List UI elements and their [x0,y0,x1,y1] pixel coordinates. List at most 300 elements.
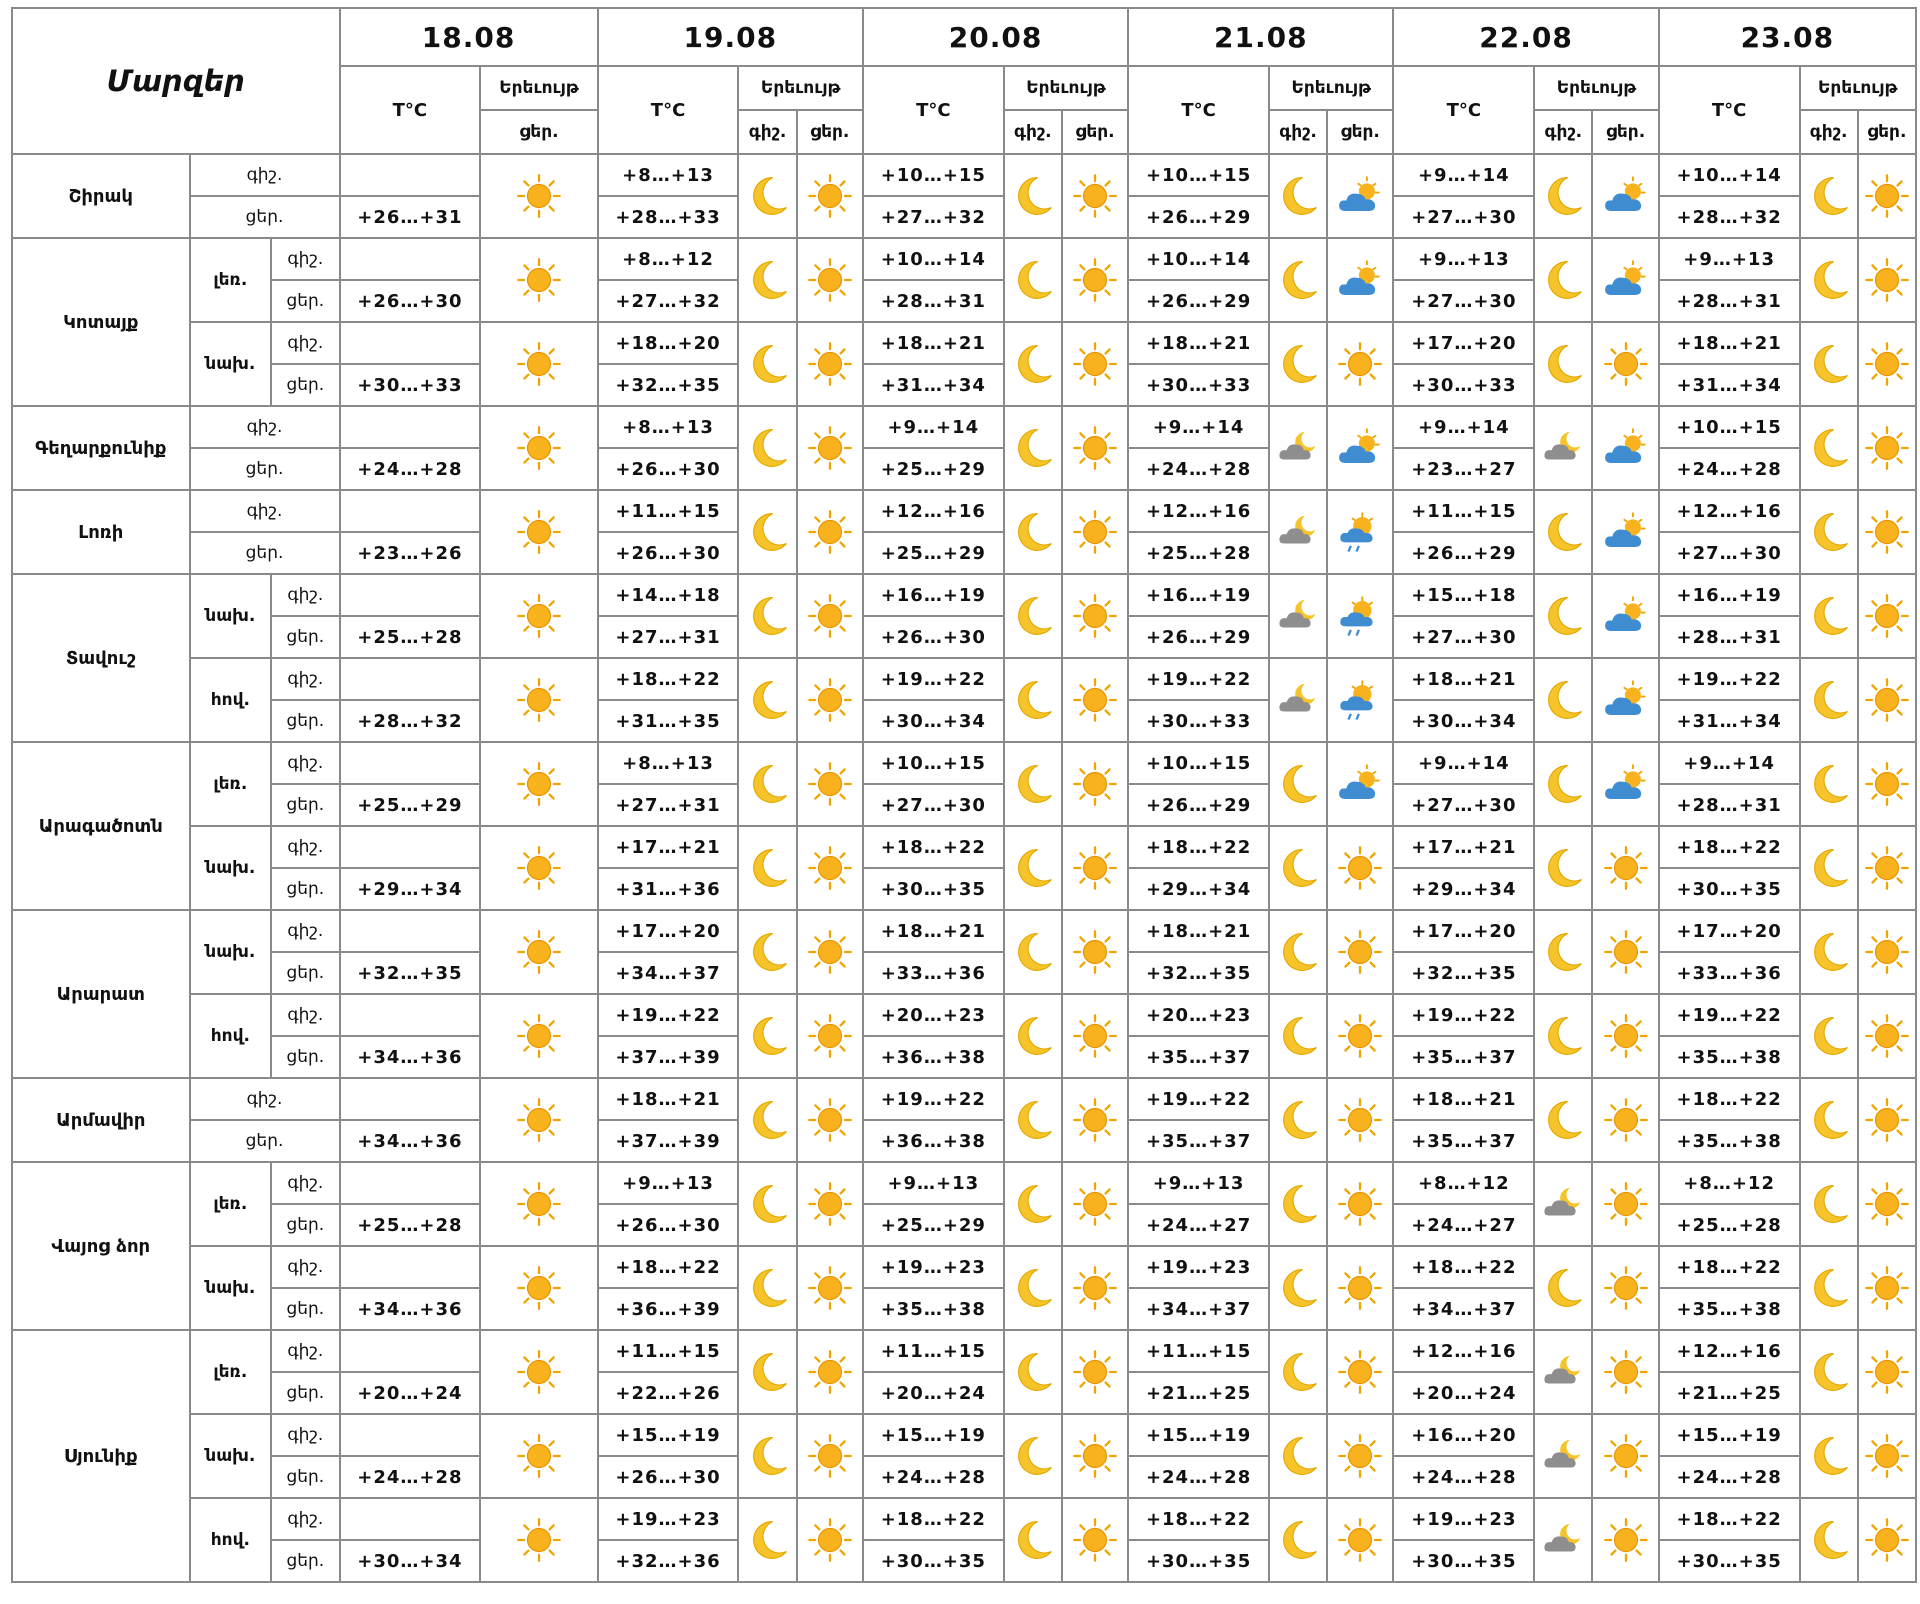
weather-icon-cell [1004,1162,1062,1246]
weather-icon-cell [1592,1162,1658,1246]
temperature-value: +20…+24 [1393,1372,1534,1414]
temperature-value: +20…+23 [863,994,1004,1036]
weather-icon-cell [1004,1414,1062,1498]
temperature-value: +19…+23 [598,1498,739,1540]
temperature-value: +9…+14 [1393,154,1534,196]
temperature-value: +19…+22 [863,658,1004,700]
temperature-value [340,238,481,280]
moon-icon [745,509,791,555]
moon-icon [1010,1181,1056,1227]
night-label: գիշ. [271,994,339,1036]
moon-icon [1540,341,1586,387]
temperature-value: +9…+13 [1128,1162,1269,1204]
weather-icon-cell [1592,826,1658,910]
region-name: Վայոց ձոր [12,1162,190,1330]
weather-icon-cell [1269,1330,1327,1414]
subregion-name: նախ. [190,1246,272,1330]
sun-cloud-icon [1603,677,1649,723]
temperature-value: +18…+22 [1659,1078,1800,1120]
temperature-value: +18…+21 [1128,322,1269,364]
moon-icon [745,1013,791,1059]
weather-icon-cell [1800,994,1858,1078]
weather-icon-cell [1534,406,1592,490]
temperature-value: +30…+33 [1128,700,1269,742]
night-row [12,742,1916,784]
weather-icon-cell [1858,910,1916,994]
temperature-value: +25…+28 [340,616,481,658]
temperature-value: +27…+32 [598,280,739,322]
temperature-value: +21…+25 [1659,1372,1800,1414]
weather-icon-cell [1062,1162,1128,1246]
weather-icon-cell [1858,238,1916,322]
table-header [12,8,1916,154]
temperature-value: +25…+28 [340,1204,481,1246]
weather-icon-cell [480,154,597,238]
weather-icon-cell [1327,826,1393,910]
moon-icon [1010,173,1056,219]
temperature-value: +18…+22 [1128,1498,1269,1540]
sun-icon [1864,425,1910,471]
night-label: գիշ. [190,1078,340,1120]
day-label: ցեր. [271,700,339,742]
temp-header: T°C [598,66,739,154]
region-name: Արագածոտն [12,742,190,910]
temperature-value: +16…+19 [1128,574,1269,616]
moon-icon [1275,257,1321,303]
weather-icon-cell [1327,1330,1393,1414]
temperature-value: +35…+38 [1659,1288,1800,1330]
moon-icon [1806,1181,1852,1227]
temperature-value: +24…+28 [1659,448,1800,490]
temperature-value: +28…+31 [1659,616,1800,658]
weather-icon-cell [1800,1078,1858,1162]
day-header: ցեր. [797,110,863,154]
temperature-value: +34…+36 [340,1288,481,1330]
temperature-value: +23…+26 [340,532,481,574]
temperature-value: +36…+38 [863,1036,1004,1078]
moon-icon [1010,257,1056,303]
weather-icon-cell [1858,994,1916,1078]
temperature-value: +30…+35 [1659,1540,1800,1582]
day-label: ցեր. [271,364,339,406]
weather-icon-cell [1800,910,1858,994]
moon-icon [1010,1097,1056,1143]
moon-cloud-icon [1540,1517,1586,1563]
temperature-value: +18…+21 [1393,658,1534,700]
sun-icon [516,509,562,555]
weather-icon-cell [1004,322,1062,406]
moon-icon [1806,425,1852,471]
temperature-value: +33…+36 [1659,952,1800,994]
sun-icon [1603,341,1649,387]
temperature-value: +34…+37 [1128,1288,1269,1330]
weather-icon-cell [1327,994,1393,1078]
night-label: գիշ. [271,826,339,868]
sun-cloud-rain-icon [1337,677,1383,723]
temperature-value: +35…+37 [1393,1036,1534,1078]
temperature-value: +27…+31 [598,784,739,826]
temp-header: T°C [1659,66,1800,154]
weather-icon-cell [1327,1498,1393,1582]
weather-icon-cell [1004,1246,1062,1330]
night-header: գիշ. [1534,110,1592,154]
moon-icon [1010,1013,1056,1059]
temperature-value: +19…+22 [1128,658,1269,700]
sun-icon [1072,1517,1118,1563]
moon-icon [745,593,791,639]
weather-icon-cell [1800,322,1858,406]
sun-icon [516,677,562,723]
temperature-value: +32…+35 [1128,952,1269,994]
temperature-value: +10…+14 [863,238,1004,280]
sun-icon [1337,1097,1383,1143]
temperature-value: +30…+35 [863,868,1004,910]
weather-icon-cell [1534,1498,1592,1582]
day-label: ցեր. [271,280,339,322]
temperature-value: +30…+35 [1659,868,1800,910]
day-header: ցեր. [1062,110,1128,154]
temperature-value: +19…+22 [1659,658,1800,700]
temperature-value [340,1162,481,1204]
sun-icon [1864,1181,1910,1227]
temperature-value: +15…+19 [1128,1414,1269,1456]
sun-cloud-icon [1337,425,1383,471]
weather-icon-cell [1004,742,1062,826]
weather-icon-cell [797,1246,863,1330]
night-row [12,154,1916,196]
weather-icon-cell [480,1246,597,1330]
temperature-value: +30…+33 [1393,364,1534,406]
temperature-value [340,574,481,616]
weather-icon-cell [1858,406,1916,490]
weather-icon-cell [1858,1330,1916,1414]
regions-title: Մարզեր [12,8,340,154]
moon-icon [1275,1181,1321,1227]
night-label: գիշ. [271,574,339,616]
temperature-value [340,1330,481,1372]
temperature-value: +22…+26 [598,1372,739,1414]
temperature-value: +27…+30 [1393,616,1534,658]
weather-icon-cell [1592,1498,1658,1582]
weather-icon-cell [1534,154,1592,238]
subregion-name: նախ. [190,322,272,406]
temperature-value: +28…+32 [340,700,481,742]
temperature-value: +18…+21 [1128,910,1269,952]
sun-icon [807,509,853,555]
sun-icon [1603,1097,1649,1143]
weather-icon-cell [1327,154,1393,238]
weather-icon-cell [738,490,796,574]
day-label: ցեր. [190,448,340,490]
temperature-value: +18…+21 [598,1078,739,1120]
temperature-value: +25…+29 [863,448,1004,490]
temperature-value: +19…+22 [1128,1078,1269,1120]
moon-icon [1010,593,1056,639]
sun-icon [1337,1433,1383,1479]
day-label: ցեր. [190,532,340,574]
moon-icon [745,1265,791,1311]
temperature-value: +20…+24 [340,1372,481,1414]
weather-icon-cell [1269,238,1327,322]
sun-icon [807,425,853,471]
temperature-value: +28…+31 [1659,784,1800,826]
temperature-value: +18…+22 [1659,1246,1800,1288]
temperature-value: +9…+14 [863,406,1004,448]
moon-icon [1010,509,1056,555]
moon-icon [745,1433,791,1479]
temperature-value: +36…+38 [863,1120,1004,1162]
sun-icon [1864,1013,1910,1059]
temperature-value: +10…+15 [1659,406,1800,448]
moon-cloud-icon [1275,593,1321,639]
night-header: գիշ. [1800,110,1858,154]
temperature-value: +12…+16 [1393,1330,1534,1372]
sun-icon [807,1265,853,1311]
weather-icon-cell [1062,1246,1128,1330]
temperature-value: +10…+15 [1128,742,1269,784]
weather-icon-cell [797,910,863,994]
sun-cloud-icon [1603,509,1649,555]
temperature-value: +32…+36 [598,1540,739,1582]
sun-icon [1603,1517,1649,1563]
temperature-value: +14…+18 [598,574,739,616]
sun-icon [1864,341,1910,387]
weather-icon-cell [1534,1330,1592,1414]
weather-icon-cell [1327,238,1393,322]
sun-icon [516,425,562,471]
temperature-value [340,742,481,784]
sun-icon [807,1517,853,1563]
temperature-value [340,154,481,196]
weather-icon-cell [1062,826,1128,910]
sun-icon [807,1013,853,1059]
weather-icon-cell [1269,910,1327,994]
temperature-value: +26…+29 [1128,196,1269,238]
sun-icon [807,1433,853,1479]
sun-icon [1864,593,1910,639]
weather-icon-cell [797,154,863,238]
weather-icon-cell [480,1414,597,1498]
temperature-value: +18…+22 [598,1246,739,1288]
sun-icon [516,1097,562,1143]
temperature-value: +25…+29 [863,532,1004,574]
night-label: գիշ. [190,154,340,196]
sun-icon [1072,593,1118,639]
moon-icon [1806,257,1852,303]
temperature-value: +11…+15 [1393,490,1534,532]
weather-icon-cell [738,742,796,826]
sun-icon [516,341,562,387]
weather-icon-cell [1592,154,1658,238]
weather-icon-cell [1004,406,1062,490]
moon-icon [1806,173,1852,219]
weather-icon-cell [1269,490,1327,574]
temperature-value: +9…+14 [1393,742,1534,784]
moon-icon [1806,341,1852,387]
temperature-value: +18…+20 [598,322,739,364]
weather-icon-cell [1269,1078,1327,1162]
moon-icon [1806,509,1852,555]
night-label: գիշ. [271,1246,339,1288]
moon-icon [1540,929,1586,975]
night-row [12,1078,1916,1120]
sun-icon [1864,1349,1910,1395]
night-label: գիշ. [271,1330,339,1372]
sun-cloud-icon [1337,761,1383,807]
temperature-value: +18…+21 [863,910,1004,952]
sun-icon [1864,1265,1910,1311]
sun-icon [1603,1013,1649,1059]
sun-icon [1072,677,1118,723]
sun-icon [1072,173,1118,219]
temperature-value: +19…+23 [1128,1246,1269,1288]
subregion-name: լեռ. [190,238,272,322]
weather-icon-cell [1592,1414,1658,1498]
date-header: 19.08 [598,8,863,66]
date-header: 18.08 [340,8,598,66]
weather-icon-cell [738,154,796,238]
weather-icon-cell [1592,322,1658,406]
weather-icon-cell [1269,994,1327,1078]
sun-icon [807,1349,853,1395]
night-row [12,1414,1916,1456]
weather-icon-cell [1592,742,1658,826]
sun-icon [1337,1013,1383,1059]
moon-icon [1010,1517,1056,1563]
weather-icon-cell [1269,154,1327,238]
sun-icon [1072,1013,1118,1059]
sun-cloud-icon [1603,257,1649,303]
temperature-value: +10…+15 [863,742,1004,784]
weather-icon-cell [480,406,597,490]
weather-icon-cell [797,1330,863,1414]
weather-icon-cell [1800,658,1858,742]
temperature-value: +32…+35 [598,364,739,406]
sun-icon [1072,1097,1118,1143]
weather-icon-cell [1534,994,1592,1078]
temperature-value: +31…+35 [598,700,739,742]
sun-icon [1072,1433,1118,1479]
temperature-value: +18…+22 [1659,826,1800,868]
weather-icon-cell [1004,826,1062,910]
temperature-value [340,658,481,700]
subregion-name: լեռ. [190,742,272,826]
weather-icon-cell [1327,1246,1393,1330]
temperature-value: +18…+22 [863,1498,1004,1540]
sun-icon [807,845,853,891]
temperature-value: +8…+12 [598,238,739,280]
weather-icon-cell [1327,658,1393,742]
sun-icon [516,1265,562,1311]
temperature-value: +25…+28 [1128,532,1269,574]
sun-icon [1072,761,1118,807]
weather-icon-cell [1858,1078,1916,1162]
day-label: ցեր. [271,1288,339,1330]
moon-icon [1806,1265,1852,1311]
temperature-value: +19…+23 [1393,1498,1534,1540]
night-label: գիշ. [190,406,340,448]
sun-icon [1072,1265,1118,1311]
sun-icon [1072,845,1118,891]
weather-icon-cell [1062,490,1128,574]
weather-icon-cell [1062,154,1128,238]
temperature-value: +30…+33 [1128,364,1269,406]
temperature-value: +31…+34 [863,364,1004,406]
temperature-value: +35…+38 [863,1288,1004,1330]
sun-icon [807,761,853,807]
temperature-value: +19…+22 [1659,994,1800,1036]
temp-header: T°C [340,66,481,154]
temperature-value: +26…+29 [1128,616,1269,658]
sun-icon [1864,677,1910,723]
night-row [12,658,1916,700]
subregion-name: լեռ. [190,1162,272,1246]
weather-icon-cell [1858,742,1916,826]
weather-icon-cell [1800,154,1858,238]
night-label: գիշ. [271,238,339,280]
sun-icon [516,1181,562,1227]
weather-icon-cell [1534,826,1592,910]
temperature-value: +12…+16 [1128,490,1269,532]
day-label: ցեր. [190,1120,340,1162]
sun-cloud-rain-icon [1337,509,1383,555]
phenomenon-header: Երեւույթ [480,66,597,110]
weather-icon-cell [1800,826,1858,910]
temperature-value [340,490,481,532]
weather-icon-cell [1062,994,1128,1078]
night-label: գիշ. [271,742,339,784]
temperature-value: +10…+15 [1128,154,1269,196]
weather-icon-cell [1004,994,1062,1078]
temperature-value [340,322,481,364]
night-row [12,490,1916,532]
sun-icon [807,677,853,723]
sun-icon [1337,1265,1383,1311]
moon-icon [1540,1265,1586,1311]
temperature-value: +18…+22 [1128,826,1269,868]
sun-icon [807,1097,853,1143]
weather-icon-cell [1062,406,1128,490]
sun-icon [1072,1181,1118,1227]
weather-icon-cell [1062,1498,1128,1582]
temperature-value: +8…+13 [598,742,739,784]
moon-icon [1540,761,1586,807]
subregion-name: հով. [190,1498,272,1582]
night-row [12,406,1916,448]
weather-icon-cell [1534,1246,1592,1330]
temperature-value: +17…+21 [1393,826,1534,868]
night-row [12,1498,1916,1540]
weather-icon-cell [1534,910,1592,994]
temperature-value: +17…+20 [598,910,739,952]
sun-icon [1864,761,1910,807]
weather-icon-cell [480,994,597,1078]
temperature-value: +18…+21 [863,322,1004,364]
sun-icon [1072,341,1118,387]
moon-icon [1010,761,1056,807]
moon-icon [1010,1349,1056,1395]
temperature-value: +26…+30 [598,532,739,574]
weather-icon-cell [1269,658,1327,742]
night-row [12,322,1916,364]
night-label: գիշ. [271,910,339,952]
table-body [12,154,1916,1582]
temperature-value: +18…+21 [1393,1078,1534,1120]
moon-icon [745,341,791,387]
weather-icon-cell [480,1162,597,1246]
weather-icon-cell [1062,574,1128,658]
weather-icon-cell [1062,1330,1128,1414]
